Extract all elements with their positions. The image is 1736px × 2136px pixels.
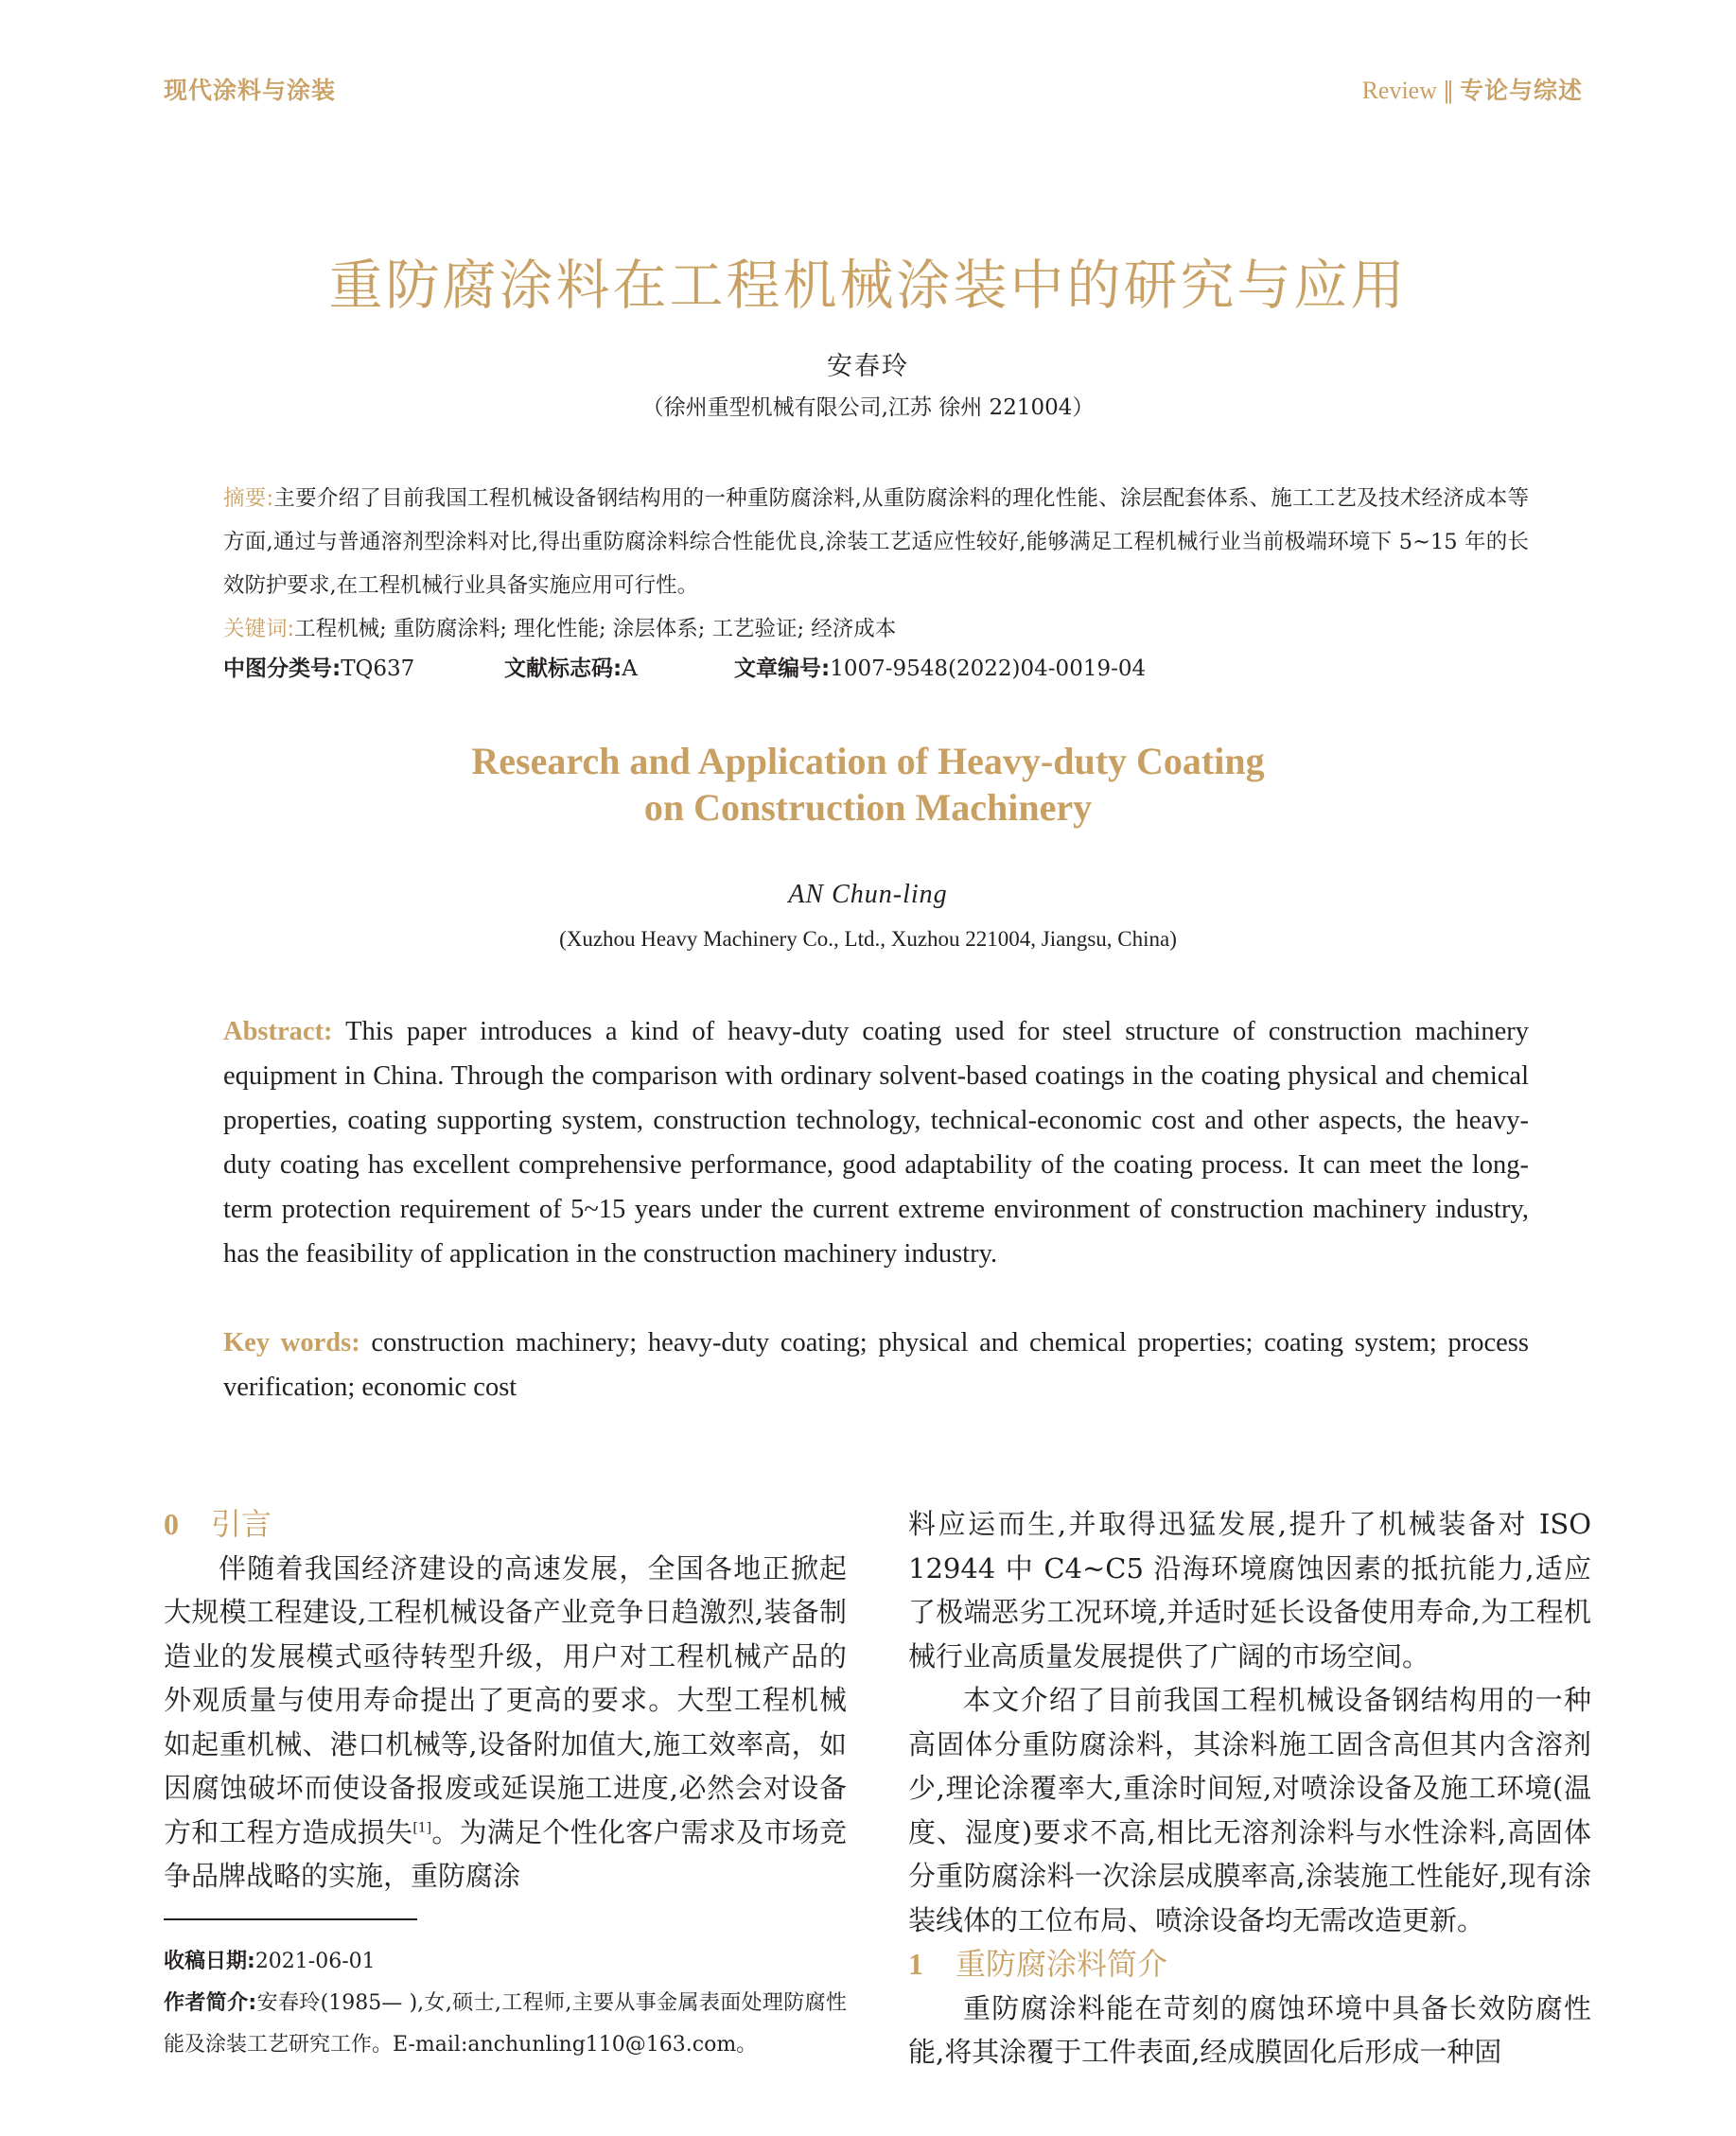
body-paragraph: 料应运而生,并取得迅猛发展,提升了机械装备对 ISO 12944 中 C4~C5 沿海环境腐蚀因素的抵抗能力,适应了极端恶劣工况环境,并适时延长设备使用寿命,为工程机械行业高质量发展提供了广阔的市场空间。 — [908, 1508, 1591, 1672]
received-date: 2021-06-01 — [254, 1950, 376, 1973]
keywords-chinese-label: 关键词: — [223, 617, 295, 641]
body-text: 伴随着我国经济建设的高速发展，全国各地正掀起大规模工程建设,工程机械设备产业竞争日趋激烈,装备制造业的发展模式亟待转型升级，用户对工程机械产品的外观质量与使用寿命提出了更高的要求。大型工程机械如起重机械、港口机械等,设备附加值大,施工效率高，如因腐蚀破坏而使设备报废或延误施工进度,必然会对设备方和工程方造成损失 — [164, 1551, 847, 1848]
title-english-line2: on Construction Machinery — [643, 786, 1093, 829]
title-english — [0, 738, 1736, 831]
document-code-value: A — [622, 657, 638, 681]
title-english-line1: Research and Application of Heavy-duty Coating — [471, 740, 1265, 782]
footnote-author-bio — [164, 1983, 847, 2066]
body-paragraph: 重防腐涂料能在苛刻的腐蚀环境中具备长效防腐性能,将其涂覆于工件表面,经成膜固化后形成一种固 — [908, 1991, 1591, 2068]
abstract-chinese-text: 主要介绍了目前我国工程机械设备钢结构用的一种重防腐涂料,从重防腐涂料的理化性能、涂层配套体系、施工工艺及技术经济成本等方面,通过与普通溶剂型涂料对比,得出重防腐涂料综合性能优良,涂装工艺适应性较好,能够满足工程机械行业当前极端环境下 5~15 年的长效防护要求,在工程机械行业具备实施应用可行性。 — [223, 486, 1529, 598]
document-code — [504, 651, 638, 682]
footnote-received — [164, 1941, 847, 1983]
article-number-label: 文章编号: — [734, 657, 831, 681]
abstract-english-text: This paper introduces a kind of heavy-duty coating used for steel structure of construction machinery equipment in China. Through the comparison with ordinary solvent-based coatings in the coating physical and chemical properties, coating supporting system, construction technology, technical-economic cost and other aspects, the heavy-duty coating has excellent comprehensive performance, good adaptability of the coating process. It can meet the long-term protection requirement of 5~15 years under the current extreme environment of construction machinery industry, has the feasibility of application in the construction machinery industry. — [223, 1017, 1529, 1269]
clc-value: TQ637 — [341, 657, 415, 681]
bio-text: 安春玲(1985— ),女,硕士,工程师,主要从事金属表面处理防腐性能及涂装工艺研究工作。E-mail:anchunling110@163.com。 — [164, 1991, 847, 2057]
section-header — [1362, 72, 1583, 106]
journal-name: 现代涂料与涂装 — [164, 77, 337, 104]
section-heading-intro — [164, 1502, 847, 1547]
section-number: 0 — [164, 1507, 179, 1541]
keywords-chinese — [223, 607, 1529, 651]
keywords-chinese-text: 工程机械; 重防腐涂料; 理化性能; 涂层体系; 工艺验证; 经济成本 — [294, 617, 897, 641]
footnote-divider — [164, 1918, 417, 1920]
document-code-label: 文献标志码: — [504, 657, 623, 681]
bio-label: 作者简介: — [164, 1991, 257, 2015]
citation-ref: [1] — [412, 1819, 432, 1835]
body-text: 。为满足个性化客户需求及市场竞争品牌战略的实施，重防腐涂 — [164, 1815, 847, 1892]
section-header-title: 专论与综述 — [1459, 77, 1583, 104]
clc-number — [223, 651, 414, 682]
keywords-english-label: Key words: — [223, 1328, 360, 1357]
clc-label: 中图分类号: — [223, 657, 342, 681]
affiliation-chinese: （徐州重型机械有限公司,江苏 徐州 221004） — [641, 395, 1095, 420]
abstract-english — [223, 1009, 1529, 1276]
section-number: 1 — [908, 1947, 923, 1981]
body-right-column — [908, 1502, 1591, 2075]
abstract-english-label: Abstract: — [223, 1017, 333, 1046]
received-label: 收稿日期: — [164, 1950, 255, 1973]
article-number — [734, 651, 1146, 682]
body-paragraph — [164, 1547, 847, 1899]
body-left-column — [164, 1502, 847, 1899]
article-number-value: 1007-9548(2022)04-0019-04 — [830, 657, 1147, 681]
section-header-divider: ‖ — [1442, 78, 1454, 104]
body-paragraph: 本文介绍了目前我国工程机械设备钢结构用的一种高固体分重防腐涂料，其涂料施工固含高但其内含溶剂少,理论涂覆率大,重涂时间短,对喷涂设备及施工环境(温度、湿度)要求不高,相比无溶剂涂料与水性涂料,高固体分重防腐涂料一次涂层成膜率高,涂装施工性能好,现有涂装线体的工位布局、喷涂设备均无需改造更新。 — [908, 1684, 1591, 1936]
abstract-chinese-label: 摘要: — [223, 486, 274, 511]
author-chinese: 安春玲 — [827, 352, 909, 381]
abstract-chinese — [223, 477, 1529, 607]
section-header-review: Review — [1361, 77, 1437, 104]
section-heading-1 — [908, 1942, 1591, 1987]
section-title: 引言 — [211, 1506, 272, 1542]
keywords-english-text: construction machinery; heavy-duty coating; physical and chemical properties; coating system; process verification; economic cost — [223, 1328, 1529, 1402]
keywords-english — [223, 1321, 1529, 1409]
author-english: AN Chun-ling — [788, 880, 948, 909]
title-chinese: 重防腐涂料在工程机械涂装中的研究与应用 — [328, 254, 1408, 317]
affiliation-english: (Xuzhou Heavy Machinery Co., Ltd., Xuzhou 221004, Jiangsu, China) — [559, 927, 1177, 951]
section-title: 重防腐涂料简介 — [956, 1946, 1168, 1982]
